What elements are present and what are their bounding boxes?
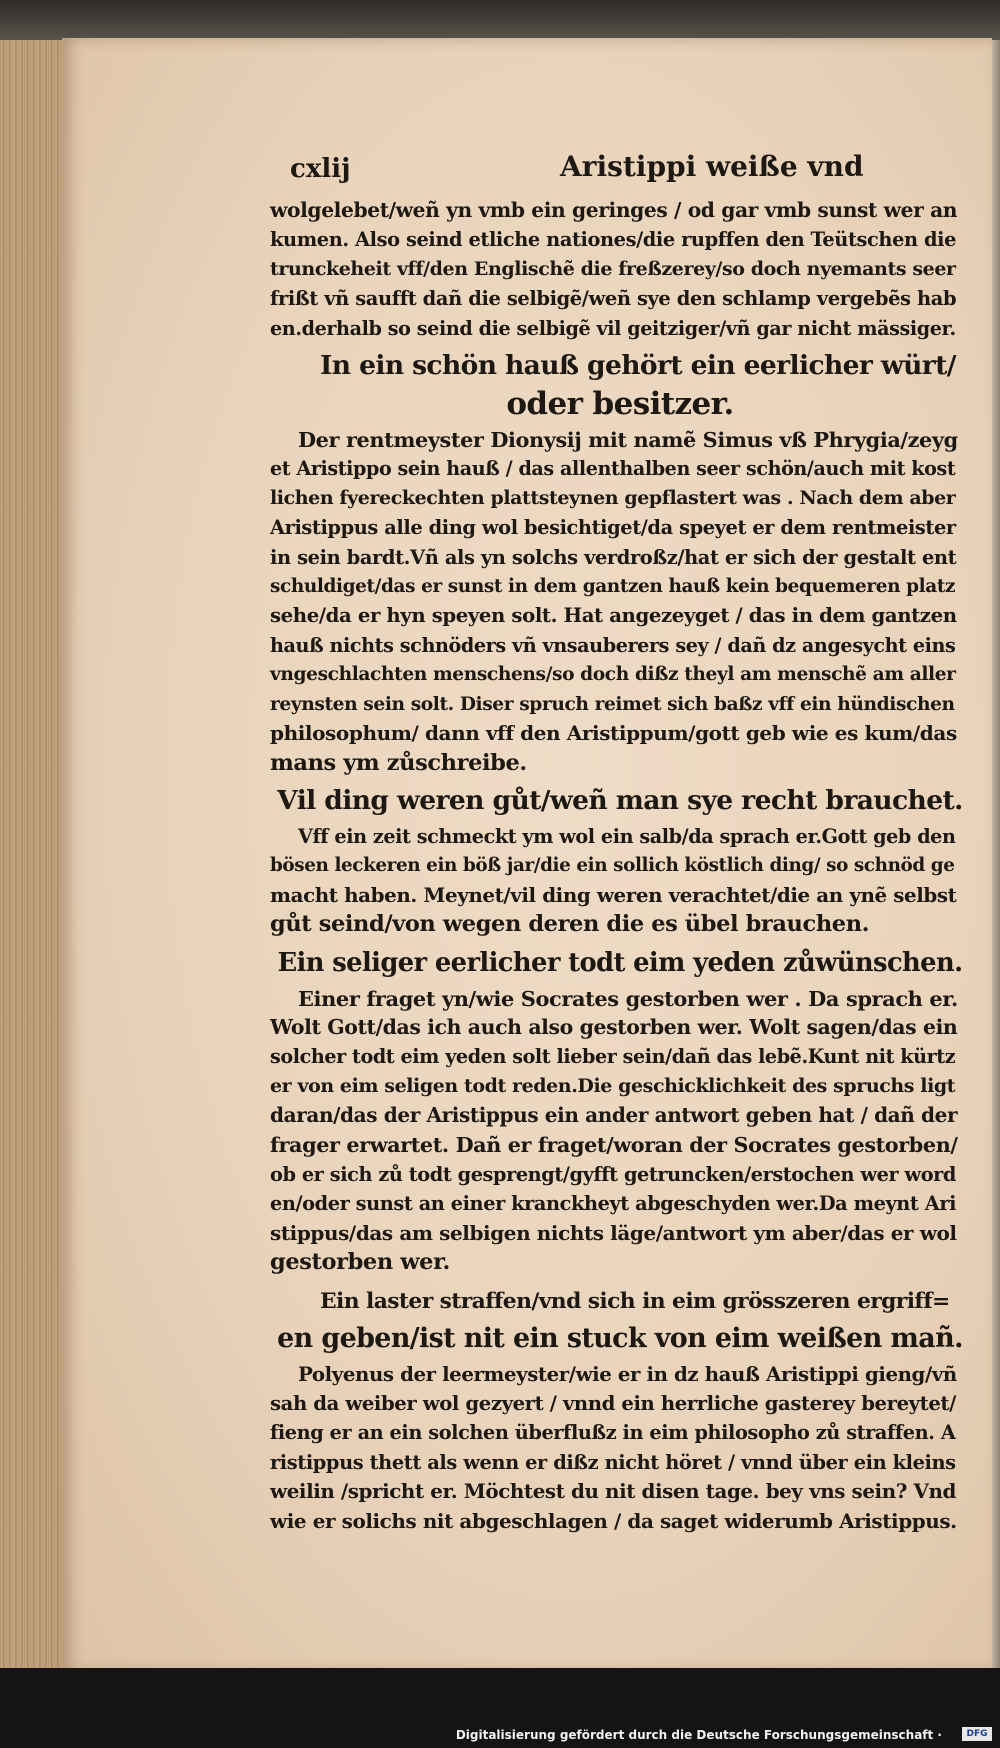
text-line: Vff ein zeit schmeckt ym wol ein salb/da sprach er.Gott geb den <box>298 824 956 848</box>
running-head: Aristippi weiße vnd <box>560 150 864 183</box>
text-section <box>270 782 970 940</box>
heading-line: Vil ding weren gůt/weñ man sye recht brauchet. <box>277 784 963 816</box>
scanner-top-shadow <box>0 0 1000 42</box>
text-line: hauß nichts schnöders vñ vnsauberers sey / dañ dz angesycht eins <box>270 633 956 657</box>
text-line: frager erwartet. Dañ er fraget/woran der Socrates gestorben/ <box>270 1132 958 1157</box>
text-line: gestorben wer. <box>270 1249 450 1276</box>
text-line: en.derhalb so seind die selbigẽ vil geitziger/vñ gar nicht mässiger. <box>270 316 956 340</box>
section-heading <box>270 1282 970 1358</box>
text-line: ristippus thett als wenn er dißz nicht höret / vnnd über ein kleins <box>270 1450 956 1474</box>
heading-line: In ein schön hauß gehört ein eerlicher würt/ <box>320 350 956 382</box>
text-line: trunckeheit vff/den Englischẽ die freßzerey/so doch nyemants seer <box>270 257 956 280</box>
text-line: Polyenus der leermeyster/wie er in dz hauß Aristippi gieng/vñ <box>298 1361 957 1386</box>
text-line: schuldiget/das er sunst in dem gantzen hauß kein bequemeren platz <box>270 576 956 598</box>
page-header <box>270 150 970 196</box>
digitization-credit: Digitalisierung gefördert durch die Deutsche Forschungsgemeinschaft · <box>455 1728 942 1742</box>
section-heading <box>270 782 970 820</box>
text-line: Einer fraget yn/wie Socrates gestorben wer . Da sprach er. <box>298 985 958 1011</box>
text-line: ob er sich zů todt gesprengt/gyfft getruncken/erstochen wer word <box>270 1162 956 1186</box>
text-line: fieng er an ein solchen überflußz in eim philosopho zů straffen. A <box>270 1421 956 1445</box>
text-line: in sein bardt.Vñ als yn solchs verdroßz/hat er sich der gestalt ent <box>270 545 957 569</box>
text-line: lichen fyereckechten plattsteynen gepflastert was . Nach dem aber <box>270 486 956 509</box>
text-line: mans ym zůschreibe. <box>270 749 527 776</box>
text-line: stippus/das am selbigen nichts läge/antwort ym aber/das er wol <box>270 1220 957 1245</box>
text-section <box>270 944 970 1278</box>
text-line: reynsten sein solt. Diser spruch reimet sich baßz vff ein hündischen <box>270 693 955 715</box>
dfg-logo-icon: DFG <box>962 1727 992 1741</box>
text-line: Wolt Gott/das ich auch also gestorben wer. Wolt sagen/das ein <box>270 1014 958 1039</box>
text-line: vngeschlachten menschens/so doch dißz theyl am menschẽ am aller <box>270 664 956 686</box>
text-line: en/oder sunst an einer kranckheyt abgeschyden wer.Da meynt Ari <box>270 1192 957 1216</box>
text-line: et Aristippo sein hauß / das allenthalben seer schön/auch mit kost <box>270 457 956 481</box>
text-line: philosophum/ dann vff den Aristippum/gott geb wie es kum/das <box>270 721 957 746</box>
page-text-block <box>270 150 970 1536</box>
text-line: macht haben. Meynet/vil ding weren verachtet/die an ynẽ selbst <box>270 882 957 907</box>
heading-line: Ein laster straffen/vnd sich in eim grösszeren ergriff= <box>320 1287 950 1314</box>
text-line: daran/das der Aristippus ein ander antwort geben hat / dañ der <box>270 1103 958 1128</box>
sections-container <box>270 196 970 1536</box>
folio-number: cxlij <box>290 154 351 184</box>
text-line: er von eim seligen todt reden.Die geschicklichkeit des spruchs ligt <box>270 1074 956 1097</box>
text-line: sah da weiber wol gezyert / vnnd ein herrliche gasterey bereytet/ <box>270 1392 956 1415</box>
text-line: weilin /spricht er. Möchtest du nit disen tage. bey vns sein? Vnd <box>270 1479 957 1504</box>
text-section <box>270 347 970 778</box>
text-line: wie er solichs nit abgeschlagen / da saget widerumb Aristippus. <box>270 1508 957 1533</box>
section-heading <box>270 347 970 423</box>
text-line: solcher todt eim yeden solt lieber sein/dañ das lebẽ.Kunt nit kürtz <box>270 1045 956 1069</box>
text-section <box>270 196 970 343</box>
heading-line: oder besitzer. <box>506 386 734 423</box>
text-line: kumen. Also seind etliche nationes/die rupffen den Teütschen die <box>270 228 957 252</box>
heading-line: en geben/ist nit ein stuck von eim weißen mañ. <box>277 1322 963 1354</box>
text-line: Der rentmeyster Dionysij mit namẽ Simus vß Phrygia/zeyg <box>298 427 958 453</box>
text-line: sehe/da er hyn speyen solt. Hat angezeyget / das in dem gantzen <box>270 604 957 628</box>
text-line: Aristippus alle ding wol besichtiget/da speyet er dem rentmeister <box>270 516 956 540</box>
heading-line: Ein seliger eerlicher todt eim yeden zůwünschen. <box>277 947 963 978</box>
text-line: bösen leckeren ein böß jar/die ein sollich köstlich ding/ so schnöd ge <box>270 855 955 877</box>
book-page-edges <box>0 40 64 1672</box>
text-line: wolgelebet/weñ yn vmb ein geringes / od gar vmb sunst wer an <box>270 198 958 222</box>
text-line: gůt seind/von wegen deren die es übel brauchen. <box>270 911 870 938</box>
text-line: frißt vñ saufft dañ die selbigẽ/weñ sye den schlamp vergebẽs hab <box>270 287 957 311</box>
section-heading <box>270 944 970 982</box>
text-section <box>270 1282 970 1536</box>
